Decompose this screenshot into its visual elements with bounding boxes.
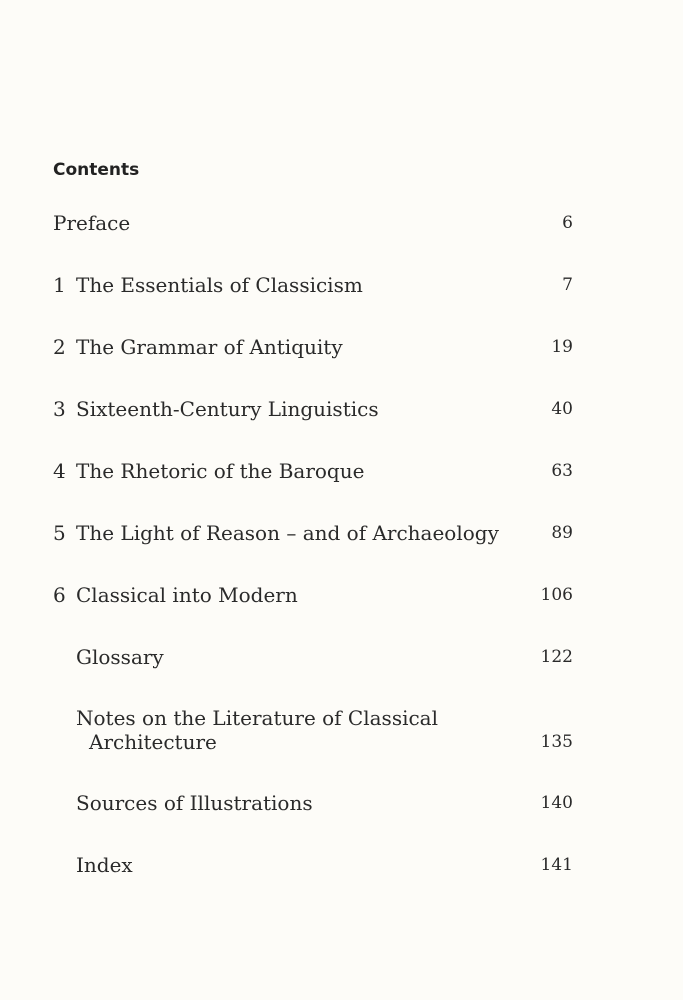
toc-entry-page: 89: [551, 523, 573, 543]
toc-entry-title: The Light of Reason – and of Archaeology: [76, 521, 499, 545]
toc-entry-number: 6: [53, 583, 66, 607]
toc-entry-number: 3: [53, 397, 66, 421]
toc-entry-page: 135: [540, 732, 573, 752]
toc-entry-number: 2: [53, 335, 66, 359]
toc-entry-number: 5: [53, 521, 66, 545]
toc-entry-page: 19: [551, 337, 573, 357]
toc-entry-page: 7: [562, 275, 573, 295]
toc-entry-title: The Grammar of Antiquity: [76, 335, 343, 359]
toc-entry-title: Preface: [53, 211, 131, 235]
toc-entry-page: 106: [540, 585, 573, 605]
toc-entry-title-line-1: Notes on the Literature of Classical: [76, 706, 439, 730]
toc-entry-number: 1: [53, 273, 66, 297]
toc-entry-title: Classical into Modern: [76, 583, 298, 607]
toc-entry-page: 40: [551, 399, 573, 419]
contents-heading: Contents: [53, 160, 140, 180]
toc-entry-title: The Essentials of Classicism: [76, 273, 363, 297]
toc-entry-title-line-2: Architecture: [89, 730, 217, 754]
toc-entry-number: 4: [53, 459, 66, 483]
toc-entry-page: 140: [540, 793, 573, 813]
toc-entry-page: 6: [562, 213, 573, 233]
toc-entry-page: 141: [540, 855, 573, 875]
toc-entry-title: The Rhetoric of the Baroque: [76, 459, 365, 483]
toc-entry-page: 63: [551, 461, 573, 481]
toc-entry-title: Glossary: [76, 645, 164, 669]
toc-entry-title: Index: [76, 853, 133, 877]
toc-entry-title: [76, 706, 516, 754]
toc-entry-title: Sources of Illustrations: [76, 791, 313, 815]
toc-entry-title: Sixteenth-Century Linguistics: [76, 397, 379, 421]
toc-entry-page: 122: [540, 647, 573, 667]
